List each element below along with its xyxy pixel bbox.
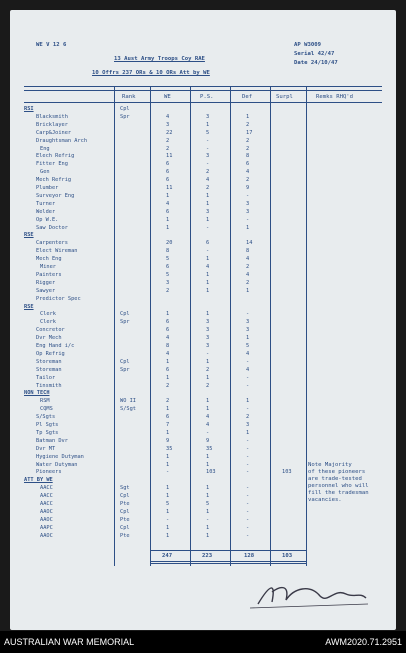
- cell-ps: 1: [206, 287, 210, 294]
- cell-ps: 2: [206, 382, 210, 389]
- table-row: [10, 367, 396, 374]
- cell-ps: 1: [206, 508, 210, 515]
- cell-def: 1: [246, 429, 250, 436]
- cell-we: -: [166, 469, 170, 476]
- table-row: [10, 398, 396, 405]
- cell-trade: Gen: [40, 169, 50, 176]
- cell-def: -: [246, 311, 250, 318]
- cell-def: -: [246, 485, 250, 492]
- cell-we: 1: [166, 532, 170, 539]
- table-row: [10, 272, 396, 279]
- cell-rank: Cpl: [120, 106, 130, 112]
- table-row: [10, 335, 396, 342]
- cell-trade: Tinsmith: [36, 382, 62, 389]
- cell-ps: 2: [206, 185, 210, 191]
- ref-right-3: Date 24/10/47: [294, 60, 338, 66]
- cell-ps: -: [206, 161, 210, 168]
- cell-trade: Elect Wireman: [36, 248, 78, 255]
- cell-def: 1: [246, 224, 250, 231]
- cell-ps: 3: [206, 208, 210, 215]
- cell-trade: Dvr Mech: [36, 335, 62, 342]
- cell-we: 6: [166, 366, 170, 373]
- cell-def: 1: [246, 287, 250, 294]
- cell-ps: -: [206, 137, 210, 144]
- cell-trade: Mech Refrig: [36, 177, 72, 184]
- cell-def: 5: [246, 343, 250, 349]
- cell-we: 6: [166, 327, 170, 334]
- table-row: [10, 256, 396, 263]
- cell-trade: Tailor: [36, 374, 56, 381]
- cell-ps: -: [206, 429, 210, 436]
- cell-def: 9: [246, 185, 250, 191]
- total-ps: 223: [202, 553, 213, 559]
- cell-def: -: [246, 516, 250, 523]
- cell-we: 5: [166, 501, 170, 507]
- cell-we: 6: [166, 161, 170, 168]
- cell-ps: 1: [206, 271, 210, 278]
- table-row: [10, 232, 396, 239]
- cell-def: 2: [246, 121, 250, 128]
- cell-ps: 1: [206, 192, 210, 199]
- cell-def: -: [246, 532, 250, 539]
- cell-def: 4: [246, 256, 250, 263]
- table-row: [10, 153, 396, 160]
- cell-trade: Hygiene Dutyman: [36, 453, 84, 460]
- cell-ps: 3: [206, 343, 210, 349]
- table-row: [10, 343, 396, 350]
- table-row: [10, 319, 396, 326]
- cell-trade: Clerk: [40, 319, 56, 326]
- table-row: [10, 248, 396, 255]
- cell-we: 6: [166, 177, 170, 184]
- cell-rank: Cpl: [120, 358, 130, 365]
- cell-def: 2: [246, 264, 250, 270]
- cell-def: -: [246, 524, 250, 531]
- cell-trade: Op Refrig: [36, 350, 65, 357]
- document-subtitle: 10 Offrs 237 ORs & 10 ORs Att by WE: [92, 70, 210, 76]
- cell-ps: 1: [206, 485, 210, 492]
- cell-ps: -: [206, 516, 210, 523]
- cell-def: 6: [246, 161, 250, 168]
- cell-def: -: [246, 406, 250, 413]
- cell-we: 1: [166, 192, 170, 199]
- table-row: [10, 193, 396, 200]
- cell-trade: RSE: [24, 303, 34, 310]
- footer-source: AUSTRALIAN WAR MEMORIAL: [4, 637, 135, 647]
- table-row: [10, 454, 396, 461]
- cell-trade: Water Dutyman: [36, 461, 78, 468]
- table-row: [10, 383, 396, 390]
- cell-ps: 1: [206, 279, 210, 286]
- cell-we: 6: [166, 414, 170, 421]
- cell-trade: Clerk: [40, 311, 56, 318]
- cell-rank: Spr: [120, 113, 130, 120]
- cell-trade: AAPC: [40, 524, 53, 531]
- cell-trade: Carp&Joiner: [36, 129, 72, 136]
- cell-ps: 4: [206, 177, 210, 184]
- table-row: [10, 280, 396, 287]
- cell-we: 1: [166, 374, 170, 381]
- cell-we: 4: [166, 200, 170, 207]
- cell-ps: 1: [206, 406, 210, 413]
- table-row: [10, 430, 396, 437]
- totals-rule-bottom: [150, 561, 306, 562]
- cell-ps: 1: [206, 358, 210, 365]
- table-row: [10, 414, 396, 421]
- cell-ps: 4: [206, 264, 210, 270]
- cell-def: 3: [246, 208, 250, 215]
- cell-rank: Cpl: [120, 493, 130, 500]
- col-header-def: Def: [242, 94, 253, 100]
- cell-ps: 4: [206, 414, 210, 421]
- table-row: [10, 509, 396, 516]
- cell-def: 17: [246, 129, 253, 136]
- cell-we: 11: [166, 153, 173, 160]
- col-header-remarks: Remks RHQ'd: [316, 94, 354, 100]
- cell-we: 8: [166, 343, 170, 349]
- table-row: [10, 446, 396, 453]
- cell-ps: 1: [206, 398, 210, 405]
- cell-trade: RSI: [24, 106, 34, 112]
- table-row: [10, 438, 396, 445]
- cell-we: 8: [166, 248, 170, 255]
- cell-trade: Draughtsman Arch: [36, 137, 88, 144]
- table-row: [10, 161, 396, 168]
- table-row: [10, 390, 396, 397]
- cell-def: 1: [246, 335, 250, 342]
- cell-trade: Op W.E.: [36, 216, 59, 223]
- ref-left: WE V 12 6: [36, 42, 67, 48]
- table-row: [10, 201, 396, 208]
- footer-bar: [0, 631, 406, 653]
- cell-we: 6: [166, 319, 170, 326]
- table-row: [10, 209, 396, 216]
- table-row: [10, 185, 396, 192]
- cell-rank: Cpl: [120, 311, 130, 318]
- cell-def: 3: [246, 327, 250, 334]
- table-row: [10, 264, 396, 271]
- cell-trade: Pioneers: [36, 469, 62, 476]
- cell-ps: 3: [206, 335, 210, 342]
- cell-we: 3: [166, 121, 170, 128]
- cell-we: 2: [166, 137, 170, 144]
- cell-we: 1: [166, 508, 170, 515]
- cell-ps: 1: [206, 461, 210, 468]
- cell-trade: AACC: [40, 493, 53, 500]
- cell-we: 3: [166, 279, 170, 286]
- cell-rank: Cpl: [120, 524, 130, 531]
- table-top-rule: [24, 86, 382, 87]
- table-header-rule: [24, 102, 382, 103]
- cell-rank: Pte: [120, 516, 130, 523]
- table-row: [10, 359, 396, 366]
- cell-ps: 3: [206, 153, 210, 160]
- cell-trade: NON TECH: [24, 390, 50, 397]
- cell-def: -: [246, 382, 250, 389]
- cell-ps: -: [206, 350, 210, 357]
- cell-trade: Carpenters: [36, 240, 68, 247]
- cell-rank: WO II: [120, 398, 136, 405]
- signature: [250, 574, 370, 614]
- table-row: [10, 311, 396, 318]
- table-row: [10, 240, 396, 247]
- cell-ps: 1: [206, 453, 210, 460]
- cell-we: 1: [166, 224, 170, 231]
- ref-right-1: AP W3009: [294, 42, 321, 48]
- cell-def: 2: [246, 279, 250, 286]
- cell-def: 1: [246, 398, 250, 405]
- cell-def: 8: [246, 153, 250, 160]
- cell-rank: Spr: [120, 319, 130, 326]
- cell-def: -: [246, 453, 250, 460]
- cell-def: 2: [246, 177, 250, 184]
- cell-ps: 6: [206, 240, 210, 247]
- cell-ps: 35: [206, 445, 213, 452]
- totals-rule-double: [150, 563, 306, 564]
- cell-trade: RSE: [24, 232, 34, 239]
- cell-def: 3: [246, 200, 250, 207]
- cell-trade: Blacksmith: [36, 113, 68, 120]
- cell-we: 2: [166, 145, 170, 152]
- document-page: [10, 10, 396, 630]
- cell-def: -: [246, 374, 250, 381]
- cell-def: -: [246, 445, 250, 452]
- table-row: [10, 351, 396, 358]
- cell-ps: 1: [206, 493, 210, 500]
- cell-trade: Rigger: [36, 279, 56, 286]
- table-row: [10, 375, 396, 382]
- cell-we: 1: [166, 358, 170, 365]
- total-surpl: 103: [282, 553, 293, 559]
- cell-ps: 5: [206, 501, 210, 507]
- table-row: [10, 422, 396, 429]
- cell-ps: 1: [206, 121, 210, 128]
- cell-trade: ATT BY WE: [24, 477, 53, 484]
- cell-we: 35: [166, 445, 173, 452]
- cell-def: 8: [246, 248, 250, 255]
- cell-def: 2: [246, 414, 250, 421]
- table-row: [10, 169, 396, 176]
- cell-def: -: [246, 358, 250, 365]
- table-row: [10, 106, 396, 113]
- cell-we: 7: [166, 422, 170, 428]
- cell-def: 1: [246, 113, 250, 120]
- cell-def: 4: [246, 366, 250, 373]
- cell-trade: Batman Dvr: [36, 437, 68, 444]
- cell-ps: 1: [206, 311, 210, 318]
- cell-trade: AAOC: [40, 532, 53, 539]
- cell-rank: Pte: [120, 532, 130, 539]
- cell-def: -: [246, 437, 250, 444]
- table-row: [10, 525, 396, 532]
- cell-trade: Welder: [36, 208, 56, 215]
- cell-we: 2: [166, 287, 170, 294]
- cell-def: 2: [246, 137, 250, 144]
- cell-def: 4: [246, 169, 250, 176]
- cell-def: 4: [246, 350, 250, 357]
- table-row: [10, 304, 396, 311]
- cell-ps: 9: [206, 437, 210, 444]
- table-row: [10, 225, 396, 232]
- cell-we: 1: [166, 311, 170, 318]
- col-header-ps: P.S.: [200, 94, 214, 100]
- cell-we: 1: [166, 429, 170, 436]
- table-row: [10, 327, 396, 334]
- table-row: [10, 138, 396, 145]
- cell-rank: Pte: [120, 501, 130, 507]
- cell-we: 6: [166, 169, 170, 176]
- total-we: 247: [162, 553, 173, 559]
- cell-ps: -: [206, 248, 210, 255]
- cell-def: -: [246, 192, 250, 199]
- table-row: [10, 122, 396, 129]
- cell-def: -: [246, 501, 250, 507]
- document-title: 13 Aust Army Troops Coy RAE: [114, 56, 205, 62]
- cell-we: 11: [166, 185, 173, 191]
- cell-def: -: [246, 461, 250, 468]
- cell-trade: Concretor: [36, 327, 65, 334]
- col-header-we: WE: [164, 94, 171, 100]
- cell-ps: 1: [206, 256, 210, 263]
- table-row: [10, 296, 396, 303]
- table-row: [10, 517, 396, 524]
- cell-ps: 103: [206, 469, 216, 476]
- table-row: [10, 406, 396, 413]
- cell-def: 4: [246, 271, 250, 278]
- cell-we: 1: [166, 453, 170, 460]
- cell-rank: Spr: [120, 366, 130, 373]
- cell-we: 6: [166, 208, 170, 215]
- cell-trade: Turner: [36, 200, 56, 207]
- cell-we: 4: [166, 350, 170, 357]
- cell-def: 2: [246, 145, 250, 152]
- cell-ps: 5: [206, 129, 210, 136]
- table-row: [10, 217, 396, 224]
- cell-we: 22: [166, 129, 173, 136]
- cell-trade: Eng Hand i/c: [36, 343, 75, 349]
- cell-trade: Elech Refrig: [36, 153, 75, 160]
- cell-ps: 3: [206, 327, 210, 334]
- cell-def: 3: [246, 319, 250, 326]
- cell-we: 4: [166, 113, 170, 120]
- footer-accession: AWM2020.71.2951: [325, 637, 402, 647]
- col-header-rank: Rank: [122, 94, 136, 100]
- cell-ps: 1: [206, 200, 210, 207]
- cell-rank: S/Sgt: [120, 406, 136, 413]
- cell-def: -: [246, 469, 250, 476]
- cell-we: 4: [166, 335, 170, 342]
- cell-trade: CQMS: [40, 406, 53, 413]
- cell-trade: Mech Eng: [36, 256, 62, 263]
- col-header-surpl: Surpl: [276, 94, 293, 100]
- cell-we: -: [166, 516, 170, 523]
- cell-ps: 3: [206, 113, 210, 120]
- cell-we: 2: [166, 398, 170, 405]
- cell-ps: -: [206, 224, 210, 231]
- cell-ps: 1: [206, 216, 210, 223]
- cell-trade: Painters: [36, 271, 62, 278]
- table-row: [10, 130, 396, 137]
- cell-we: 6: [166, 264, 170, 270]
- cell-ps: 1: [206, 374, 210, 381]
- cell-ps: 1: [206, 532, 210, 539]
- cell-we: 1: [166, 485, 170, 492]
- cell-we: 20: [166, 240, 173, 247]
- cell-trade: S/Sgts: [36, 414, 56, 421]
- cell-trade: Sawyer: [36, 287, 56, 294]
- cell-rank: Sgt: [120, 485, 130, 492]
- cell-def: 3: [246, 422, 250, 428]
- cell-trade: AAOC: [40, 516, 53, 523]
- ref-right-2: Serial 42/47: [294, 51, 335, 57]
- cell-trade: Bricklayer: [36, 121, 68, 128]
- cell-trade: Miner: [40, 264, 56, 270]
- cell-we: 9: [166, 437, 170, 444]
- cell-surpl: 103: [282, 469, 292, 476]
- cell-trade: Storeman: [36, 358, 62, 365]
- cell-rank: Cpl: [120, 508, 130, 515]
- cell-we: 1: [166, 493, 170, 500]
- cell-def: 14: [246, 240, 253, 247]
- cell-trade: Dvr MT: [36, 445, 56, 452]
- cell-ps: 2: [206, 169, 210, 176]
- total-def: 128: [244, 553, 255, 559]
- cell-ps: 3: [206, 319, 210, 326]
- cell-trade: AACC: [40, 485, 53, 492]
- cell-trade: Plumber: [36, 185, 59, 191]
- cell-trade: Pl Sgts: [36, 422, 59, 428]
- table-row: [10, 146, 396, 153]
- cell-ps: 4: [206, 422, 210, 428]
- table-row: [10, 533, 396, 540]
- cell-trade: Tp Sgts: [36, 429, 59, 436]
- table-row: [10, 114, 396, 121]
- cell-trade: AAOC: [40, 508, 53, 515]
- cell-trade: Surveyor Eng: [36, 192, 75, 199]
- remarks-note: Note Majority of these pioneers are trade-tested personnel who will fill the tradesman vacancies.: [308, 462, 369, 503]
- cell-trade: RSM: [40, 398, 50, 405]
- cell-trade: Saw Doctor: [36, 224, 68, 231]
- cell-we: 1: [166, 461, 170, 468]
- cell-we: 2: [166, 382, 170, 389]
- cell-trade: Storeman: [36, 366, 62, 373]
- cell-trade: Fitter Eng: [36, 161, 68, 168]
- cell-trade: AACC: [40, 501, 53, 507]
- cell-ps: -: [206, 145, 210, 152]
- cell-we: 1: [166, 524, 170, 531]
- table-top-rule-2: [24, 90, 382, 91]
- cell-we: 5: [166, 256, 170, 263]
- cell-def: -: [246, 216, 250, 223]
- cell-def: -: [246, 508, 250, 515]
- totals-rule-top: [150, 550, 306, 551]
- cell-ps: 2: [206, 366, 210, 373]
- cell-ps: 1: [206, 524, 210, 531]
- cell-def: -: [246, 493, 250, 500]
- cell-trade: Eng: [40, 145, 50, 152]
- cell-we: 5: [166, 271, 170, 278]
- cell-we: 1: [166, 216, 170, 223]
- cell-we: 1: [166, 406, 170, 413]
- table-row: [10, 177, 396, 184]
- cell-trade: Predictor Spec: [36, 295, 81, 302]
- table-row: [10, 288, 396, 295]
